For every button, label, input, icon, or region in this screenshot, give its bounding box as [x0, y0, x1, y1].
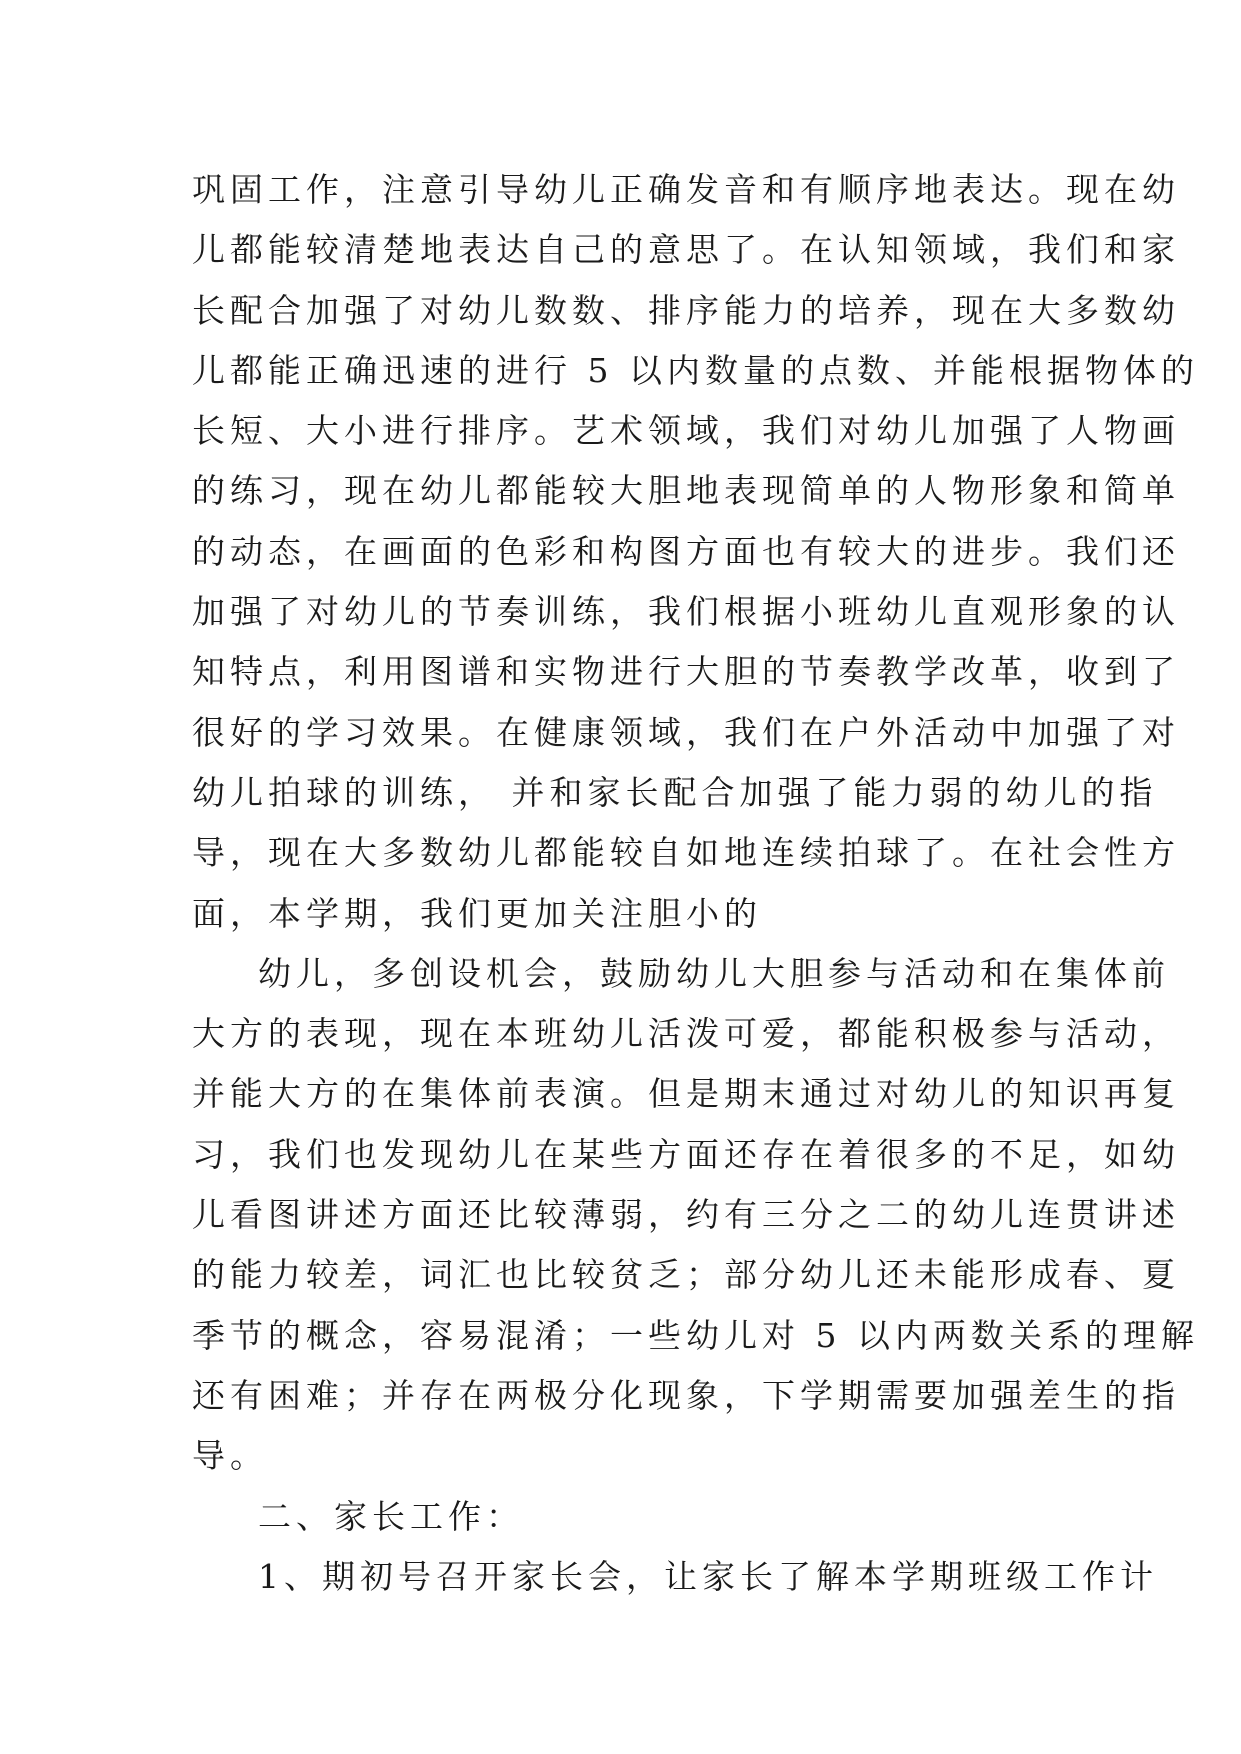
- text-line: 儿看图讲述方面还比较薄弱，约有三分之二的幼儿连贯讲述: [192, 1195, 1180, 1235]
- text-line: 知特点，利用图谱和实物进行大胆的节奏教学改革，收到了: [192, 652, 1180, 692]
- text-line: 很好的学习效果。在健康领域，我们在户外活动中加强了对: [192, 712, 1180, 752]
- section-heading: 二、家长工作：: [258, 1496, 524, 1536]
- text-line: 习，我们也发现幼儿在某些方面还存在着很多的不足，如幼: [192, 1134, 1180, 1174]
- list-item-first-line: 1、期初号召开家长会，让家长了解本学期班级工作计: [258, 1556, 1158, 1596]
- text-line: 导。: [192, 1436, 268, 1476]
- text-line: 的能力较差，词汇也比较贫乏；部分幼儿还未能形成春、夏: [192, 1255, 1180, 1295]
- body-text: [192, 160, 1199, 1607]
- text-line: 的练习，现在幼儿都能较大胆地表现简单的人物形象和简单: [192, 471, 1180, 511]
- text-line: 儿都能正确迅速的进行 5 以内数量的点数、并能根据物体的: [192, 350, 1199, 390]
- text-line: 的动态，在画面的色彩和构图方面也有较大的进步。我们还: [192, 531, 1180, 571]
- text-line: 季节的概念，容易混淆；一些幼儿对 5 以内两数关系的理解: [192, 1315, 1199, 1355]
- text-line: 并能大方的在集体前表演。但是期末通过对幼儿的知识再复: [192, 1074, 1180, 1114]
- paragraph-first-line: 幼儿，多创设机会，鼓励幼儿大胆参与活动和在集体前: [258, 953, 1170, 993]
- text-line: 儿都能较清楚地表达自己的意思了。在认知领域，我们和家: [192, 230, 1180, 270]
- text-line: 面，本学期，我们更加关注胆小的: [192, 893, 762, 933]
- text-line: 加强了对幼儿的节奏训练，我们根据小班幼儿直观形象的认: [192, 592, 1180, 632]
- text-line: 长配合加强了对幼儿数数、排序能力的培养，现在大多数幼: [192, 290, 1180, 330]
- text-line: 幼儿拍球的训练， 并和家长配合加强了能力弱的幼儿的指: [192, 772, 1158, 812]
- text-line: 导，现在大多数幼儿都能较自如地连续拍球了。在社会性方: [192, 833, 1180, 873]
- text-line: 还有困难；并存在两极分化现象，下学期需要加强差生的指: [192, 1375, 1180, 1415]
- text-line: 巩固工作，注意引导幼儿正确发音和有顺序地表达。现在幼: [192, 170, 1180, 209]
- text-line: 长短、大小进行排序。艺术领域，我们对幼儿加强了人物画: [192, 411, 1180, 451]
- text-line: 大方的表现，现在本班幼儿活泼可爱，都能积极参与活动，: [192, 1014, 1180, 1054]
